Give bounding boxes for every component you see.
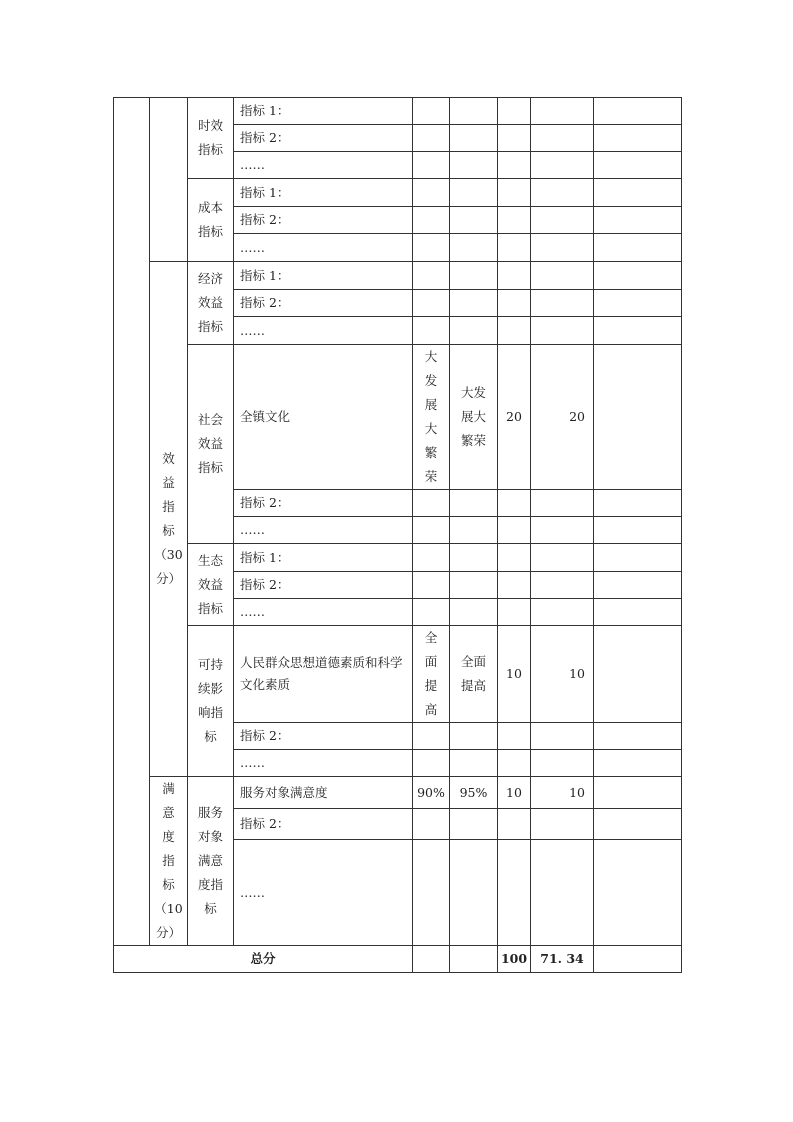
indicator-cell: 指标 2： <box>234 809 413 840</box>
actual-value-cell <box>450 234 498 262</box>
subgroup-label: 时效 指标 <box>188 98 234 179</box>
note-cell <box>594 98 682 125</box>
target-value-cell: 全 面 提 高 <box>413 626 450 723</box>
score-cell <box>531 98 594 125</box>
weight-cell <box>498 234 531 262</box>
indicator-cell: …… <box>234 840 413 946</box>
weight-cell <box>498 317 531 345</box>
indicator-cell: …… <box>234 599 413 626</box>
note-cell <box>594 626 682 723</box>
note-cell <box>594 723 682 750</box>
note-cell <box>594 207 682 234</box>
note-cell <box>594 777 682 809</box>
total-target <box>413 946 450 973</box>
subgroup-label: 服务 对象 满意 度指 标 <box>188 777 234 946</box>
indicator-cell: 指标 1： <box>234 98 413 125</box>
score-cell: 10 <box>531 626 594 723</box>
total-row <box>114 946 682 973</box>
score-cell <box>531 544 594 572</box>
target-value-cell <box>413 840 450 946</box>
actual-value-cell <box>450 207 498 234</box>
category-cell <box>114 98 150 946</box>
target-value-cell <box>413 179 450 207</box>
indicator-cell: 全镇文化 <box>234 345 413 490</box>
score-cell <box>531 262 594 290</box>
target-value-cell <box>413 750 450 777</box>
note-cell <box>594 490 682 517</box>
table-row <box>114 777 682 809</box>
note-cell <box>594 572 682 599</box>
target-value-cell <box>413 262 450 290</box>
subgroup-label: 可持 续影 响指 标 <box>188 626 234 777</box>
actual-value-cell <box>450 517 498 544</box>
note-cell <box>594 152 682 179</box>
score-cell <box>531 723 594 750</box>
weight-cell <box>498 152 531 179</box>
total-actual <box>450 946 498 973</box>
indicator-cell: 指标 1： <box>234 544 413 572</box>
indicator-cell: 指标 2： <box>234 207 413 234</box>
score-cell: 20 <box>531 345 594 490</box>
note-cell <box>594 840 682 946</box>
actual-value-cell <box>450 723 498 750</box>
note-cell <box>594 125 682 152</box>
indicator-cell: 指标 2： <box>234 723 413 750</box>
actual-value-cell <box>450 179 498 207</box>
target-value-cell <box>413 125 450 152</box>
note-cell <box>594 345 682 490</box>
target-value-cell <box>413 98 450 125</box>
subgroup-label: 社会 效益 指标 <box>188 345 234 544</box>
weight-cell <box>498 599 531 626</box>
actual-value-cell <box>450 840 498 946</box>
actual-value-cell <box>450 290 498 317</box>
indicator-cell: 指标 2： <box>234 125 413 152</box>
score-cell <box>531 840 594 946</box>
note-cell <box>594 544 682 572</box>
score-cell <box>531 152 594 179</box>
actual-value-cell <box>450 152 498 179</box>
actual-value-cell <box>450 317 498 345</box>
score-cell <box>531 234 594 262</box>
table-row <box>114 179 682 207</box>
target-value-cell <box>413 290 450 317</box>
note-cell <box>594 290 682 317</box>
target-value-cell <box>413 152 450 179</box>
subgroup-label: 生态 效益 指标 <box>188 544 234 626</box>
weight-cell <box>498 207 531 234</box>
target-value-cell <box>413 572 450 599</box>
score-cell <box>531 125 594 152</box>
score-cell <box>531 179 594 207</box>
target-value-cell <box>413 599 450 626</box>
indicator-cell: 指标 2： <box>234 490 413 517</box>
target-value-cell <box>413 207 450 234</box>
note-cell <box>594 750 682 777</box>
note-cell <box>594 262 682 290</box>
table-row <box>114 544 682 572</box>
total-weight: 100 <box>498 946 531 973</box>
target-value-cell <box>413 490 450 517</box>
weight-cell <box>498 490 531 517</box>
actual-value-cell <box>450 125 498 152</box>
actual-value-cell <box>450 809 498 840</box>
actual-value-cell <box>450 98 498 125</box>
indicator-cell: 人民群众思想道德素质和科学文化素质 <box>234 626 413 723</box>
weight-cell <box>498 723 531 750</box>
weight-cell: 10 <box>498 777 531 809</box>
score-cell <box>531 599 594 626</box>
weight-cell <box>498 517 531 544</box>
actual-value-cell <box>450 262 498 290</box>
actual-value-cell <box>450 490 498 517</box>
score-cell <box>531 517 594 544</box>
total-score: 71. 34 <box>531 946 594 973</box>
indicator-cell: 指标 2： <box>234 290 413 317</box>
weight-cell <box>498 809 531 840</box>
weight-cell <box>498 572 531 599</box>
note-cell <box>594 179 682 207</box>
note-cell <box>594 599 682 626</box>
target-value-cell <box>413 517 450 544</box>
indicator-cell: 指标 2： <box>234 572 413 599</box>
actual-value-cell <box>450 750 498 777</box>
score-cell: 10 <box>531 777 594 809</box>
score-cell <box>531 490 594 517</box>
weight-cell <box>498 179 531 207</box>
target-value-cell: 大 发 展 大 繁 荣 <box>413 345 450 490</box>
weight-cell <box>498 98 531 125</box>
table-row <box>114 345 682 490</box>
actual-value-cell: 全面 提高 <box>450 626 498 723</box>
target-value-cell <box>413 723 450 750</box>
target-value-cell <box>413 317 450 345</box>
target-value-cell <box>413 234 450 262</box>
note-cell <box>594 517 682 544</box>
indicator-cell: …… <box>234 317 413 345</box>
actual-value-cell: 95% <box>450 777 498 809</box>
indicator-cell: …… <box>234 152 413 179</box>
weight-cell: 20 <box>498 345 531 490</box>
subgroup-label: 经济 效益 指标 <box>188 262 234 345</box>
weight-cell <box>498 262 531 290</box>
score-cell <box>531 750 594 777</box>
weight-cell <box>498 125 531 152</box>
table-row <box>114 626 682 723</box>
actual-value-cell <box>450 572 498 599</box>
weight-cell <box>498 750 531 777</box>
group-label: 满 意 度 指 标 （10 分） <box>150 777 188 946</box>
actual-value-cell <box>450 599 498 626</box>
note-cell <box>594 234 682 262</box>
performance-indicator-table <box>113 97 682 973</box>
indicator-cell: 指标 1： <box>234 262 413 290</box>
weight-cell <box>498 840 531 946</box>
score-cell <box>531 317 594 345</box>
total-label: 总分 <box>114 946 413 973</box>
indicator-cell: …… <box>234 750 413 777</box>
indicator-cell: 指标 1： <box>234 179 413 207</box>
score-cell <box>531 290 594 317</box>
actual-value-cell <box>450 544 498 572</box>
target-value-cell <box>413 544 450 572</box>
weight-cell <box>498 544 531 572</box>
indicator-cell: …… <box>234 234 413 262</box>
score-cell <box>531 572 594 599</box>
group-label <box>150 98 188 262</box>
note-cell <box>594 317 682 345</box>
group-label: 效 益 指 标 （30 分） <box>150 262 188 777</box>
actual-value-cell: 大发 展大 繁荣 <box>450 345 498 490</box>
score-cell <box>531 207 594 234</box>
subgroup-label: 成本 指标 <box>188 179 234 262</box>
weight-cell <box>498 290 531 317</box>
target-value-cell: 90% <box>413 777 450 809</box>
table-row <box>114 98 682 125</box>
total-note <box>594 946 682 973</box>
table-row <box>114 262 682 290</box>
indicator-cell: …… <box>234 517 413 544</box>
indicator-cell: 服务对象满意度 <box>234 777 413 809</box>
weight-cell: 10 <box>498 626 531 723</box>
score-cell <box>531 809 594 840</box>
note-cell <box>594 809 682 840</box>
target-value-cell <box>413 809 450 840</box>
